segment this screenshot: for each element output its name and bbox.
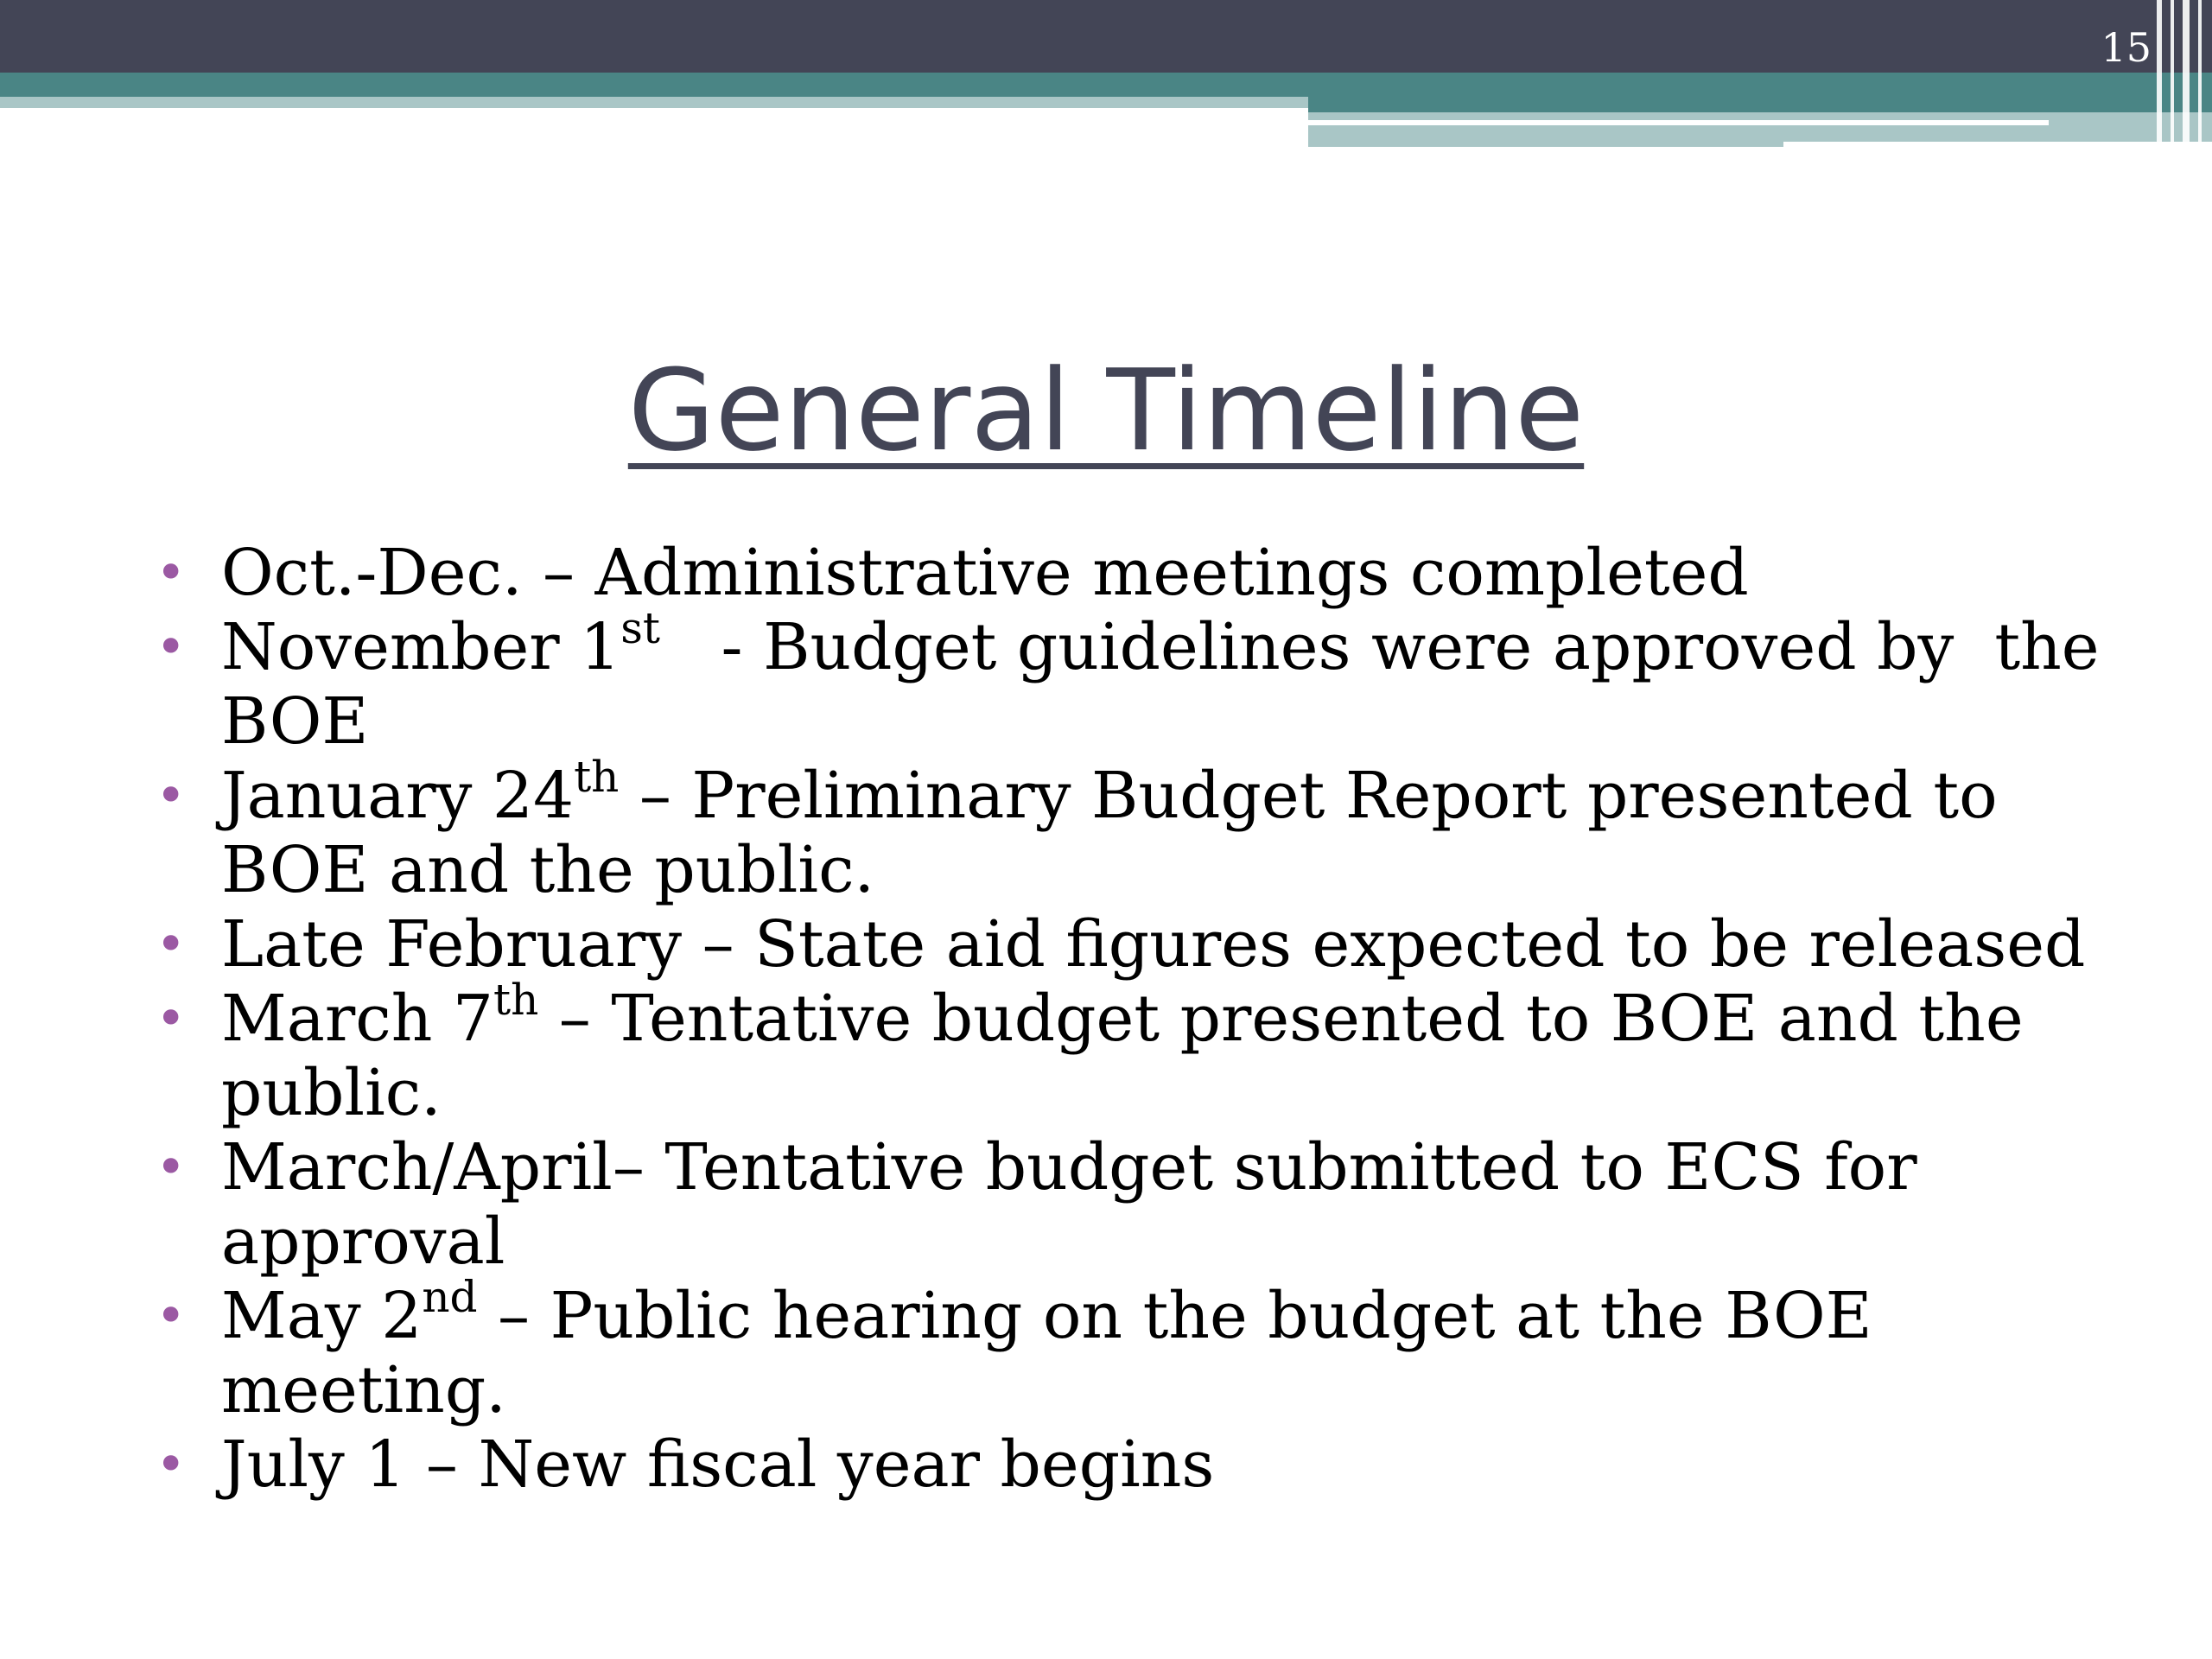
timeline-list bbox=[156, 536, 2120, 1502]
timeline-item-text: July 1 – New fiscal year begins bbox=[221, 1427, 1215, 1502]
timeline-item bbox=[156, 603, 2120, 759]
header-stripe bbox=[2157, 0, 2162, 149]
timeline-item-text: Late February – State aid figures expected to be released bbox=[221, 907, 2086, 982]
header-bar-teal bbox=[0, 73, 2212, 97]
timeline-item bbox=[156, 1427, 2108, 1502]
header-bar-pale bbox=[0, 97, 1308, 108]
header-accent-block bbox=[1308, 97, 2212, 112]
timeline-item bbox=[156, 975, 2108, 1130]
timeline-item-text-rest: – Tentative budget presented to BOE and the public. bbox=[221, 982, 2044, 1130]
timeline-item bbox=[156, 536, 2108, 610]
header-accent-line-short bbox=[1783, 142, 2212, 149]
timeline-item-text-rest: – Preliminary Budget Report presented to BOE and the public. bbox=[221, 759, 2018, 907]
timeline-item bbox=[156, 1272, 2108, 1427]
header-bar-dark bbox=[0, 0, 2212, 73]
bullet-icon: • bbox=[156, 543, 187, 603]
timeline-item-text: March 7 bbox=[221, 982, 493, 1056]
bullet-icon: • bbox=[156, 914, 187, 975]
timeline-item bbox=[156, 1130, 2108, 1279]
header-stripe bbox=[2171, 0, 2174, 149]
bullet-icon: • bbox=[156, 988, 187, 1049]
ordinal-suffix: th bbox=[493, 975, 539, 1025]
bullet-icon: • bbox=[156, 1434, 187, 1495]
ordinal-suffix: th bbox=[574, 752, 620, 802]
timeline-item-text: January 24 bbox=[221, 759, 575, 833]
timeline-item bbox=[156, 907, 2108, 982]
timeline-item-text-rest: – Public hearing on the budget at the BOE meeting. bbox=[221, 1279, 1893, 1427]
bullet-icon: • bbox=[156, 617, 187, 677]
bullet-icon: • bbox=[156, 1286, 187, 1346]
timeline-item-text-rest: - Budget guidelines were approved by the BOE bbox=[221, 610, 2120, 759]
page-number: 15 bbox=[2101, 24, 2152, 71]
timeline-item-text: May 2 bbox=[221, 1279, 423, 1353]
header-stripe bbox=[2198, 0, 2202, 149]
header-stripe bbox=[2183, 0, 2190, 149]
ordinal-suffix: st bbox=[620, 603, 660, 653]
timeline-item bbox=[156, 752, 2108, 907]
slide-title-text: General Timeline bbox=[627, 345, 1585, 476]
bullet-icon: • bbox=[156, 766, 187, 826]
timeline-item-text: November 1 bbox=[221, 610, 621, 684]
timeline-item-text: March/April– Tentative budget submitted to ECS for approval bbox=[221, 1130, 1917, 1279]
ordinal-suffix: nd bbox=[422, 1272, 478, 1322]
timeline-item-text: Oct.-Dec. – Administrative meetings completed bbox=[221, 536, 1749, 610]
bullet-icon: • bbox=[156, 1137, 187, 1198]
header-accent-line bbox=[1308, 120, 2049, 125]
slide-title bbox=[0, 341, 2212, 480]
